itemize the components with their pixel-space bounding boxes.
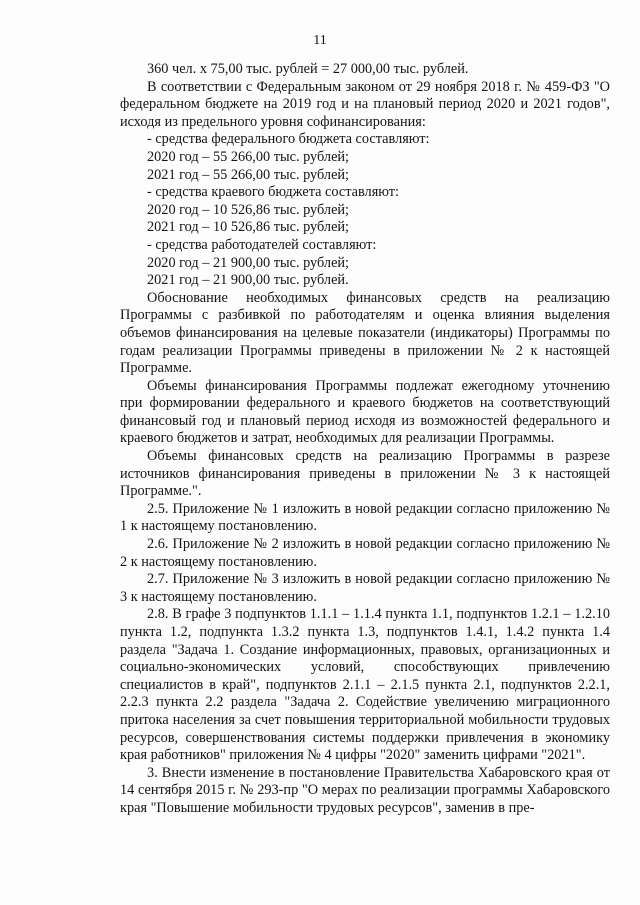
page-number: 11 (313, 33, 327, 48)
paragraph-justification: Обоснование необходимых финансовых средств на реализацию Программы с разбивкой по работодателям и оценка влияния выделения объемов финансирования на целевые показатели (индикаторы) Программы по годам реализации Программы приведены в приложении № 2 к настоящей Программе. (120, 289, 610, 377)
paragraph-federal-2020: 2020 год – 55 266,00 тыс. рублей; (147, 148, 350, 165)
paragraph-employers-2020: 2020 год – 21 900,00 тыс. рублей; (147, 254, 350, 271)
paragraph-regional-budget-heading: - средства краевого бюджета составляют: (147, 184, 399, 201)
paragraph-funding-sources: Объемы финансовых средств на реализацию Программы в разрезе источников финансирования приведены в приложении № 3 к настоящей Программе.". (120, 448, 610, 500)
paragraph-item-3: 3. Внести изменение в постановление Правительства Хабаровского края от 14 сентября 2015 г. № 293-пр "О мерах по реализации программы Хабаровского края "Повышение мобильности трудовых ресурсов", заменив в пре- (120, 764, 610, 816)
paragraph-federal-budget-heading: - средства федерального бюджета составляют: (147, 131, 430, 148)
paragraph-calculation: 360 чел. х 75,00 тыс. рублей = 27 000,00 тыс. рублей. (147, 61, 469, 77)
paragraph-annual-adjustment: Объемы финансирования Программы подлежат ежегодному уточнению при формировании федерального и краевого бюджетов на соответствующий финансовый год и плановый период исходя из возможностей федерального и краевого бюджетов и затрат, необходимых для реализации Программы. (120, 377, 610, 447)
paragraph-federal-2021: 2021 год – 55 266,00 тыс. рублей; (147, 166, 350, 183)
paragraph-item-2-6: 2.6. Приложение № 2 изложить в новой редакции согласно приложению № 2 к настоящему постановлению. (120, 536, 610, 570)
paragraph-item-2-7: 2.7. Приложение № 3 изложить в новой редакции согласно приложению № 3 к настоящему постановлению. (120, 571, 610, 605)
paragraph-item-2-5: 2.5. Приложение № 1 изложить в новой редакции согласно приложению № 1 к настоящему постановлению. (120, 500, 610, 535)
paragraph-federal-law: В соответствии с Федеральным законом от 29 ноября 2018 г. № 459-ФЗ "О федеральном бюджете на 2019 год и на плановый период 2020 и 2021 годов", исходя из предельного уровня софинансирования: (120, 78, 610, 130)
paragraph-regional-2021: 2021 год – 10 526,86 тыс. рублей; (147, 219, 350, 236)
paragraph-regional-2020: 2020 год – 10 526,86 тыс. рублей; (147, 201, 350, 218)
document-body (120, 61, 610, 818)
paragraph-employers-2021: 2021 год – 21 900,00 тыс. рублей. (147, 272, 349, 289)
paragraph-item-2-8: 2.8. В графе 3 подпунктов 1.1.1 – 1.1.4 пункта 1.1, подпунктов 1.2.1 – 1.2.10 пункта 1.2, подпункта 1.3.2 пункта 1.3, подпунктов 1.4.1, 1.4.2 пункта 1.4 раздела "Задача 1. Создание информационных, правовых, организационных и социально-экономических условий, способствующих привлечению специалистов в край", подпунктов 2.1.1 – 2.1.5 пункта 2.1, подпунктов 2.2.1, 2.2.3 пункта 2.2 раздела "Задача 2. Содействие увеличению миграционного притока населения за счет повышения территориальной мобильности трудовых ресурсов, совершенствования системы поддержки привлечения в экономику края работников" приложения № 4 цифры "2020" заменить цифрами "2021". (120, 606, 610, 764)
paragraph-employers-heading: - средства работодателей составляют: (147, 236, 377, 253)
